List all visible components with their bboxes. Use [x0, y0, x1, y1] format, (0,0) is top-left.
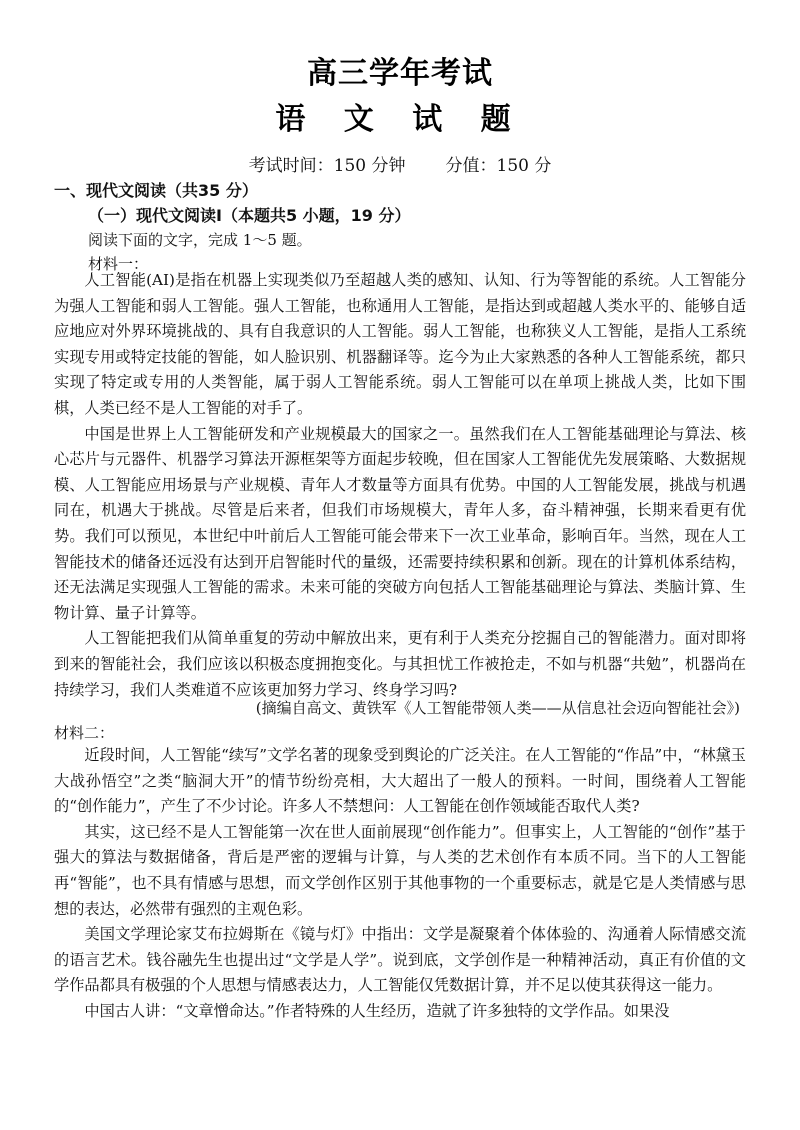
material2-label: 材料二： — [54, 724, 115, 742]
paragraph: 中国是世界上人工智能研发和产业规模最大的国家之一。虽然我们在人工智能基础理论与算法、核心芯片与元器件、机器学习算法开源框架等方面起步较晚，但在国家人工智能优先发展策略、大数据规模、人工智能应用场景与产业规模、青年人才数量等方面具有优势。中国的人工智能发展，挑战与机遇同在，机遇大于挑战。尽管是后来者，但我们市场规模大，青年人多，奋斗精神强，长期来看更有优势。我们可以预见，本世纪中叶前后人工智能可能会带来下一次工业革命，影响百年。当然，现在人工智能技术的储备还远没有达到开启智能时代的量级，还需要持续积累和创新。现在的计算机体系结构，还无法满足实现强人工智能的需求。未来可能的突破方向包括人工智能基础理论与算法、类脑计算、生物计算、量子计算等。 — [54, 424, 746, 622]
material1-source: (摘编自高文、黄铁军《人工智能带领人类——从信息社会迈向智能社会》) — [255, 699, 740, 717]
paragraph: 人工智能把我们从简单重复的劳动中解放出来，更有利于人类充分挖掘自己的智能潜力。面对即将到来的智能社会，我们应该以积极态度拥抱变化。与其担忧工作被抢走，不如与机器“共勉”，机器尚在持续学习，我们人类难道不应该更加努力学习、终身学习吗? — [54, 629, 746, 699]
paragraph: 美国文学理论家艾布拉姆斯在《镜与灯》中指出：文学是凝聚着个体体验的、沟通着人际情感交流的语言艺术。钱谷融先生也提出过“文学是人学”。说到底，文学创作是一种精神活动，真正有价值的文学作品都具有极强的个人思想与情感表达力，人工智能仅凭数据计算，并不足以使其获得这一能力。 — [54, 925, 746, 995]
material1-label: 材料一： — [88, 255, 149, 273]
subsection-heading: （一）现代文阅读Ⅰ（本题共5 小题，19 分） — [88, 206, 411, 225]
exam-title: 高三学年考试 — [307, 56, 493, 91]
section-heading: 一、现代文阅读（共35 分） — [54, 181, 258, 200]
score-info: 分值：150 分 — [445, 156, 552, 176]
time-info: 考试时间：150 分钟 — [248, 156, 406, 176]
paragraph: 近段时间，人工智能“续写”文学名著的现象受到舆论的广泛关注。在人工智能的“作品”中，“林黛玉大战孙悟空”之类“脑洞大开”的情节纷纷亮相，大大超出了一般人的预料。一时间，围绕着人工智能的“创作能力”，产生了不少讨论。许多人不禁想问：人工智能在创作领域能否取代人类? — [54, 746, 746, 816]
material1-text — [54, 268, 746, 703]
paragraph: 中国古人讲：“文章憎命达。”作者特殊的人生经历，造就了许多独特的文学作品。如果没 — [84, 1001, 670, 1020]
material2-text — [54, 743, 746, 1025]
paragraph: 其实，这已经不是人工智能第一次在世人面前展现“创作能力”。但事实上，人工智能的“创作”基于强大的算法与数据储备，背后是严密的逻辑与计算，与人类的艺术创作有本质不同。当下的人工智能再“智能”，也不具有情感与思想，而文学创作区别于其他事物的一个重要标志，就是它是人类情感与思想的表达，必然带有强烈的主观色彩。 — [54, 822, 746, 918]
reading-instruction: 阅读下面的文字，完成 1～5 题。 — [88, 231, 312, 249]
paragraph: 人工智能(AI)是指在机器上实现类似乃至超越人类的感知、认知、行为等智能的系统。人工智能分为强人工智能和弱人工智能。强人工智能，也称通用人工智能，是指达到或超越人类水平的、能够自适应地应对外界环境挑战的、具有自我意识的人工智能。弱人工智能，也称狭义人工智能，是指人工系统实现专用或特定技能的智能，如人脸识别、机器翻译等。迄今为止大家熟悉的各种人工智能系统，都只实现了特定或专用的人类智能，属于弱人工智能系统。弱人工智能可以在单项上挑战人类，比如下围棋，人类已经不是人工智能的对手了。 — [54, 271, 746, 417]
subject-title: 语 文 试 题 — [275, 102, 525, 137]
exam-info — [0, 151, 800, 176]
